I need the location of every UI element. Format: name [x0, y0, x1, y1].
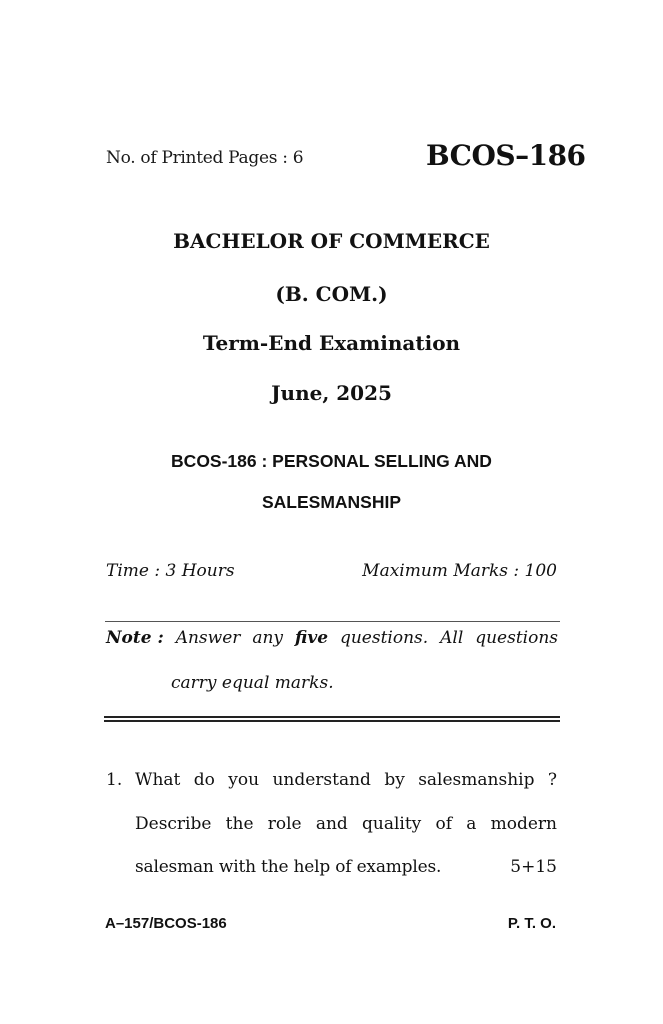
question-word: by [384, 770, 405, 790]
degree-abbreviation: (B. COM.) [275, 282, 388, 306]
maximum-marks: Maximum Marks : 100 [362, 561, 557, 581]
note-word: any [252, 628, 284, 648]
question-text-line1 [135, 770, 557, 790]
exam-session: June, 2025 [271, 381, 392, 405]
question-number: 1. [106, 770, 123, 790]
footer-code: A–157/BCOS-186 [105, 915, 227, 932]
note-word: All [440, 628, 464, 648]
exam-title: Term-End Examination [202, 331, 461, 355]
question-word: modern [490, 814, 557, 834]
subject-title-line1: BCOS-186 : PERSONAL SELLING AND [171, 451, 492, 471]
question-word: do [193, 770, 215, 790]
degree-title: BACHELOR OF COMMERCE [173, 229, 490, 253]
question-word: role [267, 814, 302, 834]
exam-duration: Time : 3 Hours [106, 561, 235, 581]
note-emphasis: five [294, 628, 329, 648]
subject-title-line2: SALESMANSHIP [261, 492, 402, 512]
footer-pto: P. T. O. [507, 915, 556, 932]
note-instruction [106, 628, 558, 648]
question-text-line3: salesman with the help of examples. [135, 857, 442, 877]
note-word: questions [475, 628, 558, 648]
question-word: ? [547, 770, 557, 790]
question-word: Describe [135, 814, 212, 834]
question-word: a [466, 814, 477, 834]
question-word: and [315, 814, 348, 834]
question-text-line2 [135, 814, 557, 834]
question-word: What [135, 770, 181, 790]
question-word: understand [272, 770, 371, 790]
note-label: Note : [106, 628, 164, 648]
question-word: you [228, 770, 260, 790]
question-word: the [225, 814, 254, 834]
note-word: Answer [175, 628, 241, 648]
question-word: quality [362, 814, 422, 834]
question-word: of [435, 814, 453, 834]
divider-thin [105, 621, 560, 622]
note-word: questions. [339, 628, 429, 648]
divider-double [104, 716, 560, 722]
question-marks: 5+15 [510, 857, 557, 877]
paper-code: BCOS–186 [426, 139, 586, 172]
printed-pages-count: No. of Printed Pages : 6 [106, 148, 304, 168]
note-instruction-line2: carry equal marks. [171, 673, 334, 693]
question-word: salesmanship [418, 770, 535, 790]
